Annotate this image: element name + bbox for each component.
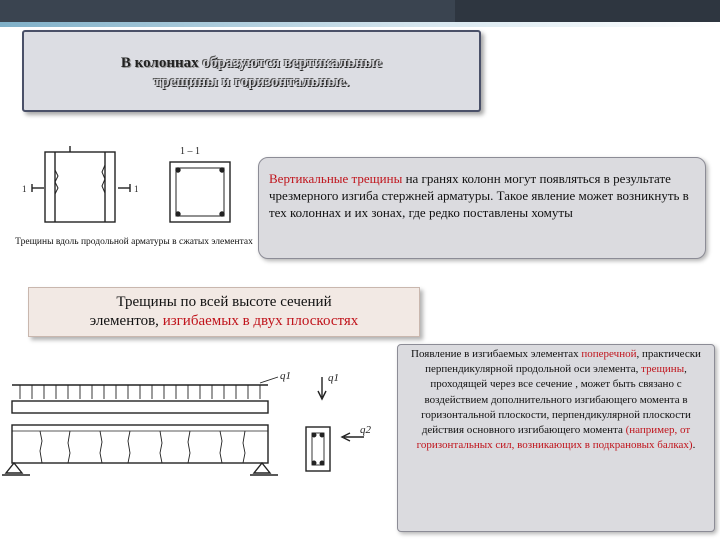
bending-line2-pre: элементов, — [89, 313, 163, 329]
desc-red-2: трещины — [641, 363, 685, 376]
section-mark-left: 1 — [22, 184, 27, 194]
title-part1: В колоннах — [120, 55, 199, 71]
vertical-cracks-text — [269, 170, 699, 221]
desc-text-2: , практически перпендикулярной продольной оси элемента, — [425, 348, 701, 376]
title-part2: образуются вертикальные — [198, 55, 383, 71]
section-mark-right: 1 — [134, 184, 139, 194]
slide-title — [24, 54, 479, 92]
description-text — [400, 347, 712, 453]
slide-title-box — [22, 30, 481, 112]
desc-text-1: Появление в изгибаемых элементах — [411, 348, 582, 360]
transverse-cracks — [40, 431, 245, 463]
bending-line2-red: изгибаемых в двух плоскостях — [162, 313, 359, 329]
bending-line1: Трещины по всей высоте сечений — [116, 294, 332, 310]
desc-text-3: , проходящей через все сечение , может быть связано с воздействием дополнительного изгибающего момента в горизонтальной плоскости, перпендикулярной плоскости действия основного изгибающего момента — [421, 363, 691, 437]
description-box — [397, 344, 715, 532]
header-accent-stripe — [0, 22, 720, 27]
vertical-cracks-highlight: Вертикальные трещины — [269, 171, 403, 186]
vertical-cracks-body: на гранях колонн могут появляться в результате чрезмерного изгиба стержней арматуры. Такое явление может возникнуть в тех колоннах и их зонах, где редко поставлены хомуты — [269, 171, 689, 220]
title-line2: трещины и горизонтальные. — [153, 74, 350, 90]
load-q1-label: q1 — [280, 370, 291, 382]
header-bar-segment — [455, 0, 720, 22]
desc-red-3: (например, от горизонтальных сил, возникающих в подкрановых балках) — [416, 424, 693, 452]
desc-text-4: . — [692, 439, 696, 452]
vertical-cracks-box — [258, 157, 706, 259]
load-q1-section-label: q1 — [328, 372, 339, 384]
section-label: 1 – 1 — [180, 146, 200, 157]
bending-cracks-text — [29, 293, 419, 331]
desc-red-1: поперечной — [581, 348, 637, 360]
beam-cracks-figure — [0, 365, 395, 485]
bending-cracks-box — [28, 287, 420, 337]
beam-section — [306, 427, 330, 471]
column-cracks-figure — [10, 140, 255, 235]
figure1-caption: Трещины вдоль продольной арматуры в сжатых элементах — [15, 237, 253, 247]
distributed-load-q1 — [20, 385, 260, 399]
load-q2-label: q2 — [360, 424, 371, 436]
